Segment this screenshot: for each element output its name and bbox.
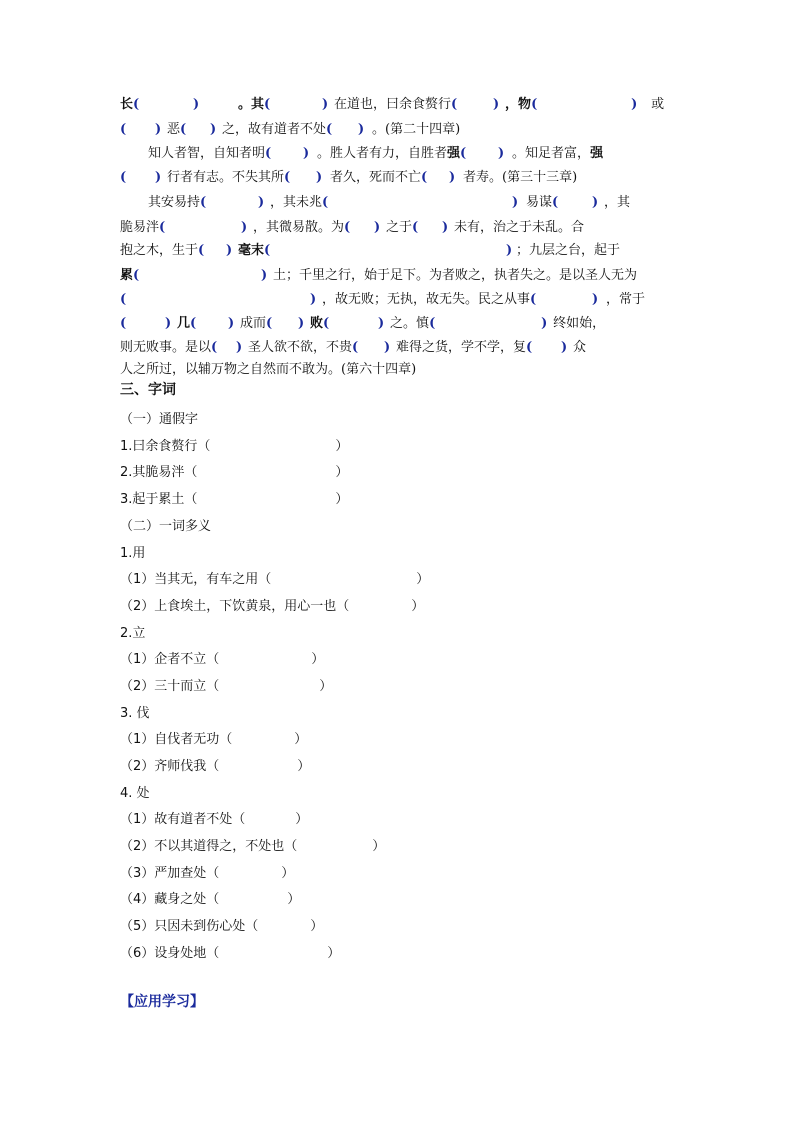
question-tongjia-3: 3.起于累土（ ） [120,492,349,507]
passage-line-3: 知人者智，自知者明( ) 。胜人者有力，自胜者强( ) 。知足者富，强 [148,146,604,161]
passage-line-6: 脆易泮( ) ，其微易散。为( ) 之于( ) 未有，治之于未乱。合 [120,220,585,235]
passage-line-1: 长( ) 。其( ) 在道也，曰余食赘行( ) ，物( ) 或 [120,97,665,112]
question-li-1: （1）企者不立（ ） [120,652,325,667]
question-tongjia-1: 1.曰余食赘行（ ） [120,439,349,454]
passage-line-10: ( ) 几( ) 成而( ) 败( ) 之。慎( ) 终如始， [120,316,606,331]
question-chu-5: （5）只因未到伤心处（ ） [120,919,324,934]
passage-line-4: ( ) 行者有志。不失其所( ) 者久，死而不亡( ) 者寿。(第三十三章) [120,170,578,185]
question-tongjia-2: 2.其脆易泮（ ） [120,465,349,480]
question-chu-3: （3）严加查处（ ） [120,866,295,881]
subsection-tongjiazi: （一）通假字 [120,412,199,427]
apply-learning-heading: 【应用学习】 [120,994,204,1010]
subsection-yiciduoyi: （二）一词多义 [120,519,212,534]
word-yong: 1.用 [120,546,146,561]
passage-line-11: 则无败事。是以( ) 圣人欲不欲，不贵( ) 难得之货，学不学，复( ) 众 [120,340,587,355]
passage-line-2: ( ) 恶( ) 之，故有道者不处( ) 。(第二十四章) [120,122,461,137]
question-chu-4: （4）藏身之处（ ） [120,892,301,907]
passage-line-7: 抱之木，生于( ) 毫末( ) ；九层之台，起于 [120,243,621,258]
passage-line-12: 人之所过，以辅万物之自然而不敢为。(第六十四章) [120,362,417,377]
section-title: 三、字词 [120,382,176,398]
word-fa: 3. 伐 [120,706,150,721]
question-li-2: （2）三十而立（ ） [120,679,333,694]
passage-line-9: ( ) ，故无败；无执，故无失。民之从事( ) ，常于 [120,292,646,307]
question-yong-2: （2）上食埃土，下饮黄泉，用心一也（ ） [120,599,425,614]
word-li: 2.立 [120,626,146,641]
passage-line-8: 累( ) 土；千里之行，始于足下。为者败之，执者失之。是以圣人无为 [120,268,638,283]
question-fa-2: （2）齐师伐我（ ） [120,759,311,774]
question-fa-1: （1）自伐者无功（ ） [120,732,308,747]
word-chu: 4. 处 [120,786,150,801]
question-chu-6: （6）设身处地（ ） [120,946,341,961]
question-chu-2: （2）不以其道得之，不处也（ ） [120,839,386,854]
question-yong-1: （1）当其无，有车之用（ ） [120,572,430,587]
question-chu-1: （1）故有道者不处（ ） [120,812,309,827]
passage-line-5: 其安易持( ) ，其未兆( ) 易谋( ) ，其 [148,195,631,210]
